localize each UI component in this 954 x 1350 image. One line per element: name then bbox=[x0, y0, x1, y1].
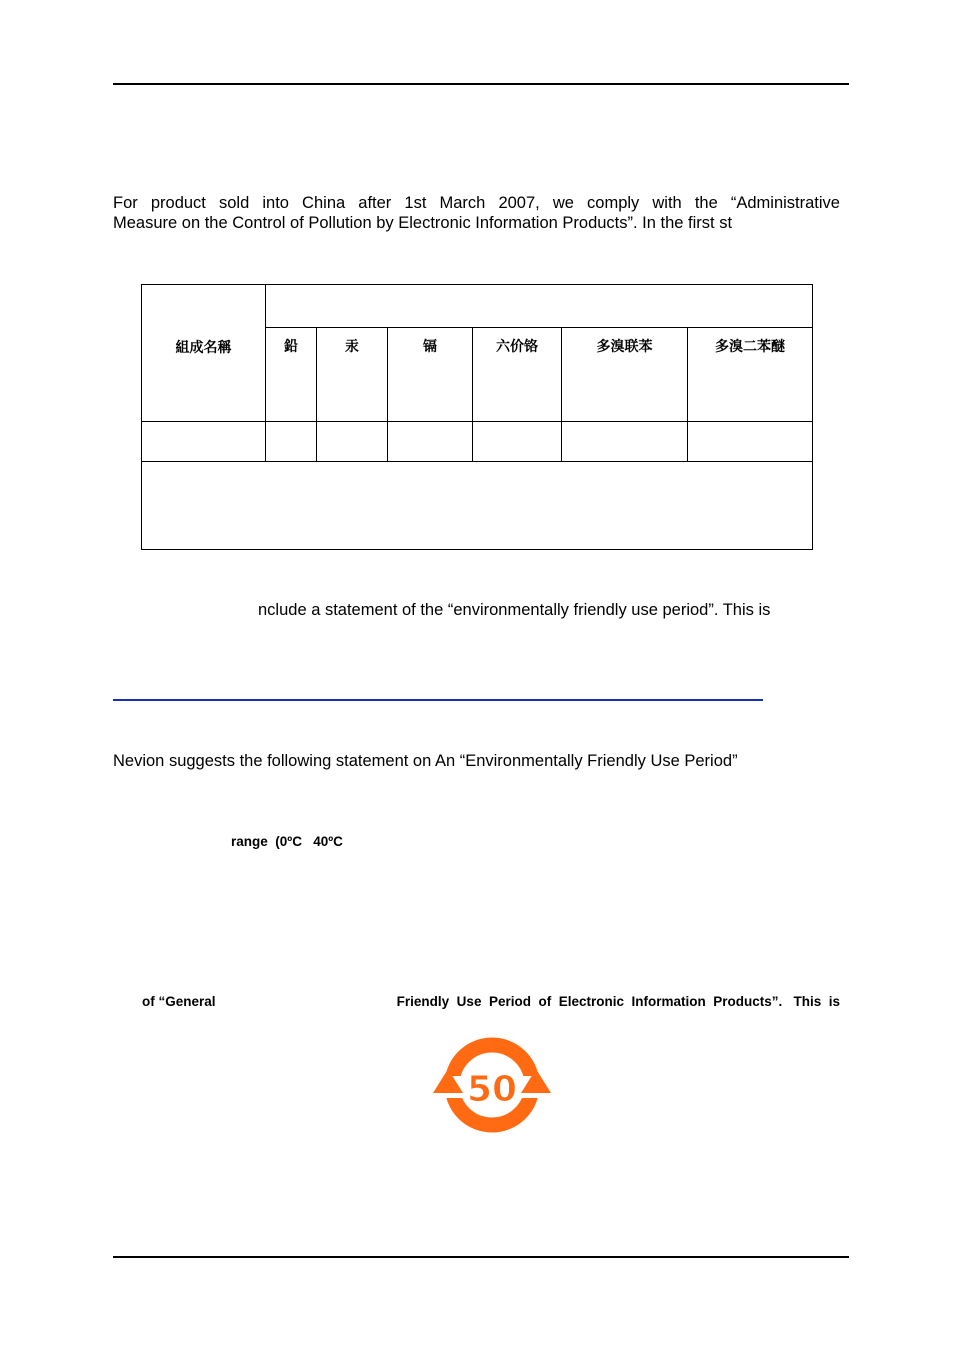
header-rule bbox=[113, 83, 849, 85]
substance-group-header bbox=[266, 285, 813, 328]
intro-line-2: Measure on the Control of Pollution by Electronic Information Products”. In the first st bbox=[113, 214, 733, 232]
efup-logo-number: 50 bbox=[466, 1069, 518, 1110]
substance-pbde: 多溴二苯醚 bbox=[688, 328, 813, 422]
standard-reference-left: of “General bbox=[142, 994, 216, 1009]
statement-line: nclude a statement of the “environmentally friendly use period”. This is bbox=[258, 601, 771, 619]
substance-mercury: 汞 bbox=[317, 328, 388, 422]
table-row bbox=[142, 422, 813, 462]
hazardous-substances-table bbox=[141, 284, 813, 550]
component-name-header: 組成名稱 bbox=[142, 285, 266, 422]
temperature-range: range (0ºC 40ºC bbox=[231, 834, 343, 849]
substance-hexavalent-chromium: 六价铬 bbox=[473, 328, 562, 422]
standard-reference-right: Friendly Use Period of Electronic Information Products”. This is bbox=[396, 994, 840, 1009]
suggestion-paragraph: Nevion suggests the following statement on An “Environmentally Friendly Use Period” bbox=[113, 752, 738, 770]
table-note-row bbox=[142, 462, 813, 550]
substance-pbb: 多溴联苯 bbox=[562, 328, 688, 422]
substance-lead: 鉛 bbox=[266, 328, 317, 422]
link-underline bbox=[113, 699, 763, 701]
footer-rule bbox=[113, 1256, 849, 1258]
substance-cadmium: 镉 bbox=[388, 328, 473, 422]
efup-50-logo-icon bbox=[432, 1035, 552, 1135]
intro-line-1: For product sold into China after 1st March 2007, we comply with the “Administrative bbox=[113, 194, 840, 212]
